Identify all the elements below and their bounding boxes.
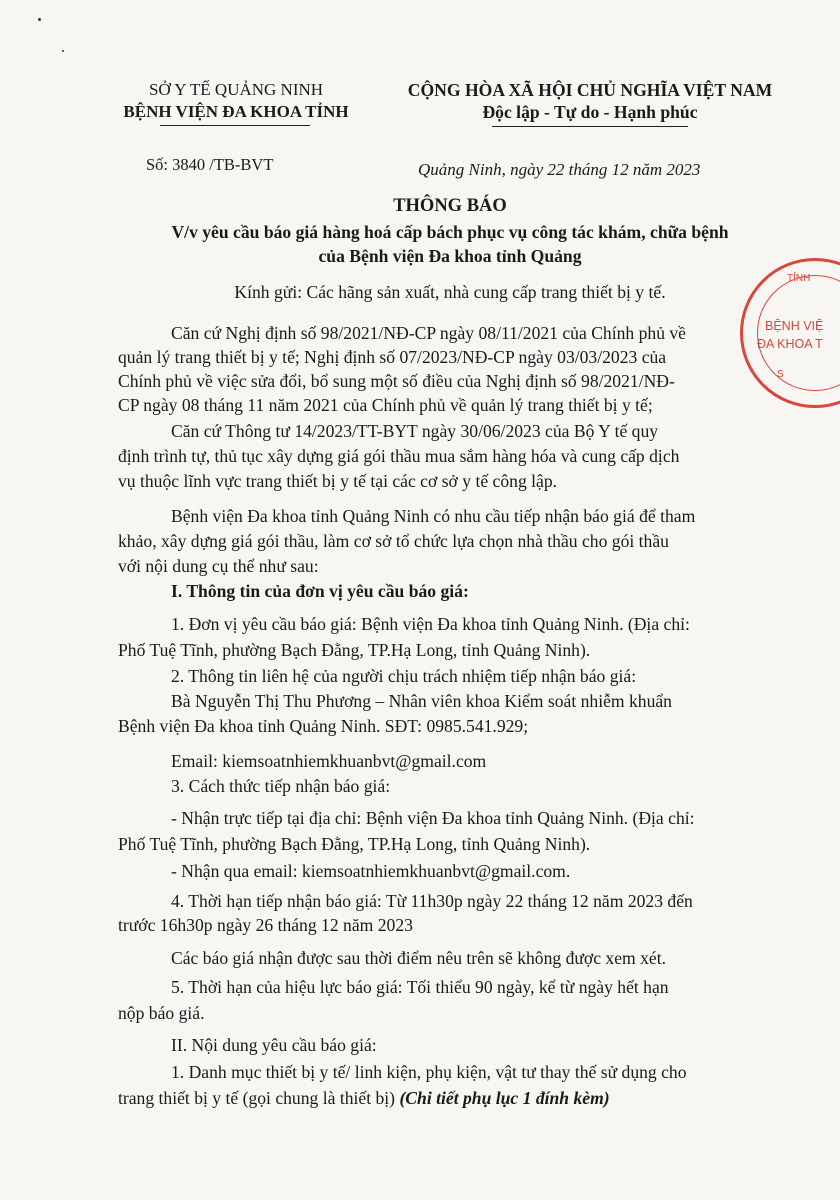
body-line: 1. Đơn vị yêu cầu báo giá: Bệnh viện Đa khoa tỉnh Quảng Ninh. (Địa chỉ: — [171, 614, 690, 634]
body-line: 3. Cách thức tiếp nhận báo giá: — [171, 776, 391, 796]
body-line: Căn cứ Thông tư 14/2023/TT-BYT ngày 30/06/2023 của Bộ Y tế quy — [171, 421, 659, 441]
body-line: Bệnh viện Đa khoa tỉnh Quảng Ninh. SĐT: 0985.541.929; — [118, 716, 529, 736]
seal-inner-ring — [757, 275, 840, 391]
body-line: Bà Nguyễn Thị Thu Phương – Nhân viên khoa Kiểm soát nhiễm khuẩn — [171, 691, 672, 711]
contact-email-line: Email: kiemsoatnhiemkhuanbvt@gmail.com — [171, 751, 487, 771]
national-title: CỘNG HÒA XÃ HỘI CHỦ NGHĨA VIỆT NAM — [407, 80, 773, 100]
body-line: 1. Danh mục thiết bị y tế/ linh kiện, phụ kiện, vật tư thay thế sử dụng cho — [171, 1062, 687, 1082]
body-line: - Nhận trực tiếp tại địa chỉ: Bệnh viện Đa khoa tỉnh Quảng Ninh. (Địa chỉ: — [171, 808, 695, 828]
seal-top-text: TỈNH — [787, 273, 811, 284]
body-line: vụ thuộc lĩnh vực trang thiết bị y tế tại các cơ sở y tế công lập. — [118, 471, 558, 491]
scan-speck — [62, 50, 64, 52]
body-line: khảo, xây dựng giá gói thầu, làm cơ sở tổ chức lựa chọn nhà thầu cho gói thầu — [118, 531, 669, 551]
section-heading-2: II. Nội dung yêu cầu báo giá: — [171, 1035, 377, 1055]
subject-line-1: V/v yêu cầu báo giá hàng hoá cấp bách phục vụ công tác khám, chữa bệnh — [171, 222, 729, 242]
body-line: Phố Tuệ Tĩnh, phường Bạch Đằng, TP.Hạ Long, tỉnh Quảng Ninh). — [118, 834, 591, 854]
body-line: CP ngày 08 tháng 11 năm 2021 của Chính phủ về quản lý trang thiết bị y tế; — [118, 395, 653, 415]
national-motto: Độc lập - Tự do - Hạnh phúc — [482, 102, 698, 122]
place-and-date: Quảng Ninh, ngày 22 tháng 12 năm 2023 — [418, 160, 701, 179]
document-title: THÔNG BÁO — [393, 196, 507, 216]
appendix-reference: (Chi tiết phụ lục 1 đính kèm) — [399, 1088, 610, 1108]
document-number: Số: 3840 /TB-BVT — [146, 155, 274, 174]
body-line: Bệnh viện Đa khoa tỉnh Quảng Ninh có nhu cầu tiếp nhận báo giá để tham — [171, 506, 696, 526]
recipient-line: Kính gửi: Các hãng sản xuất, nhà cung cấp trang thiết bị y tế. — [234, 282, 666, 302]
body-line: 4. Thời hạn tiếp nhận báo giá: Từ 11h30p ngày 22 tháng 12 năm 2023 đến — [171, 891, 693, 911]
scan-speck — [38, 18, 41, 21]
seal-bottom-text: S — [777, 369, 784, 380]
body-line: Chính phủ về việc sửa đổi, bổ sung một số điều của Nghị định số 98/2021/NĐ- — [118, 371, 675, 391]
body-line: định trình tự, thủ tục xây dựng giá gói thầu mua sắm hàng hóa và cung cấp dịch — [118, 446, 680, 466]
official-seal — [740, 258, 840, 408]
issuer-hospital: BỆNH VIỆN ĐA KHOA TỈNH — [123, 102, 349, 121]
body-line-final — [118, 1088, 610, 1109]
body-line: 2. Thông tin liên hệ của người chịu trách nhiệm tiếp nhận báo giá: — [171, 666, 637, 686]
body-line: với nội dung cụ thể như sau: — [118, 556, 319, 576]
submission-email-line: - Nhận qua email: kiemsoatnhiemkhuanbvt@gmail.com. — [171, 861, 571, 881]
body-line: Phố Tuệ Tĩnh, phường Bạch Đằng, TP.Hạ Long, tỉnh Quảng Ninh). — [118, 640, 591, 660]
body-line: quản lý trang thiết bị y tế; Nghị định số 07/2023/NĐ-CP ngày 03/03/2023 của — [118, 347, 667, 367]
motto-underline — [492, 126, 688, 127]
body-line: nộp báo giá. — [118, 1003, 205, 1023]
seal-text-line1: BỆNH VIỆ — [765, 319, 824, 333]
subject-line-2: của Bệnh viện Đa khoa tỉnh Quảng — [318, 246, 582, 266]
issuer-underline — [160, 125, 310, 126]
section-heading-1: I. Thông tin của đơn vị yêu cầu báo giá: — [171, 581, 469, 601]
issuer-department: SỞ Y TẾ QUẢNG NINH — [148, 80, 324, 99]
body-line: 5. Thời hạn của hiệu lực báo giá: Tối thiểu 90 ngày, kể từ ngày hết hạn — [171, 977, 669, 997]
body-line: trước 16h30p ngày 26 tháng 12 năm 2023 — [118, 915, 413, 935]
body-line-text: trang thiết bị y tế (gọi chung là thiết bị) — [118, 1088, 396, 1108]
body-line: Các báo giá nhận được sau thời điểm nêu trên sẽ không được xem xét. — [171, 948, 667, 968]
seal-text-line2: ĐA KHOA T — [757, 337, 823, 351]
body-line: Căn cứ Nghị định số 98/2021/NĐ-CP ngày 08/11/2021 của Chính phủ về — [171, 323, 686, 343]
